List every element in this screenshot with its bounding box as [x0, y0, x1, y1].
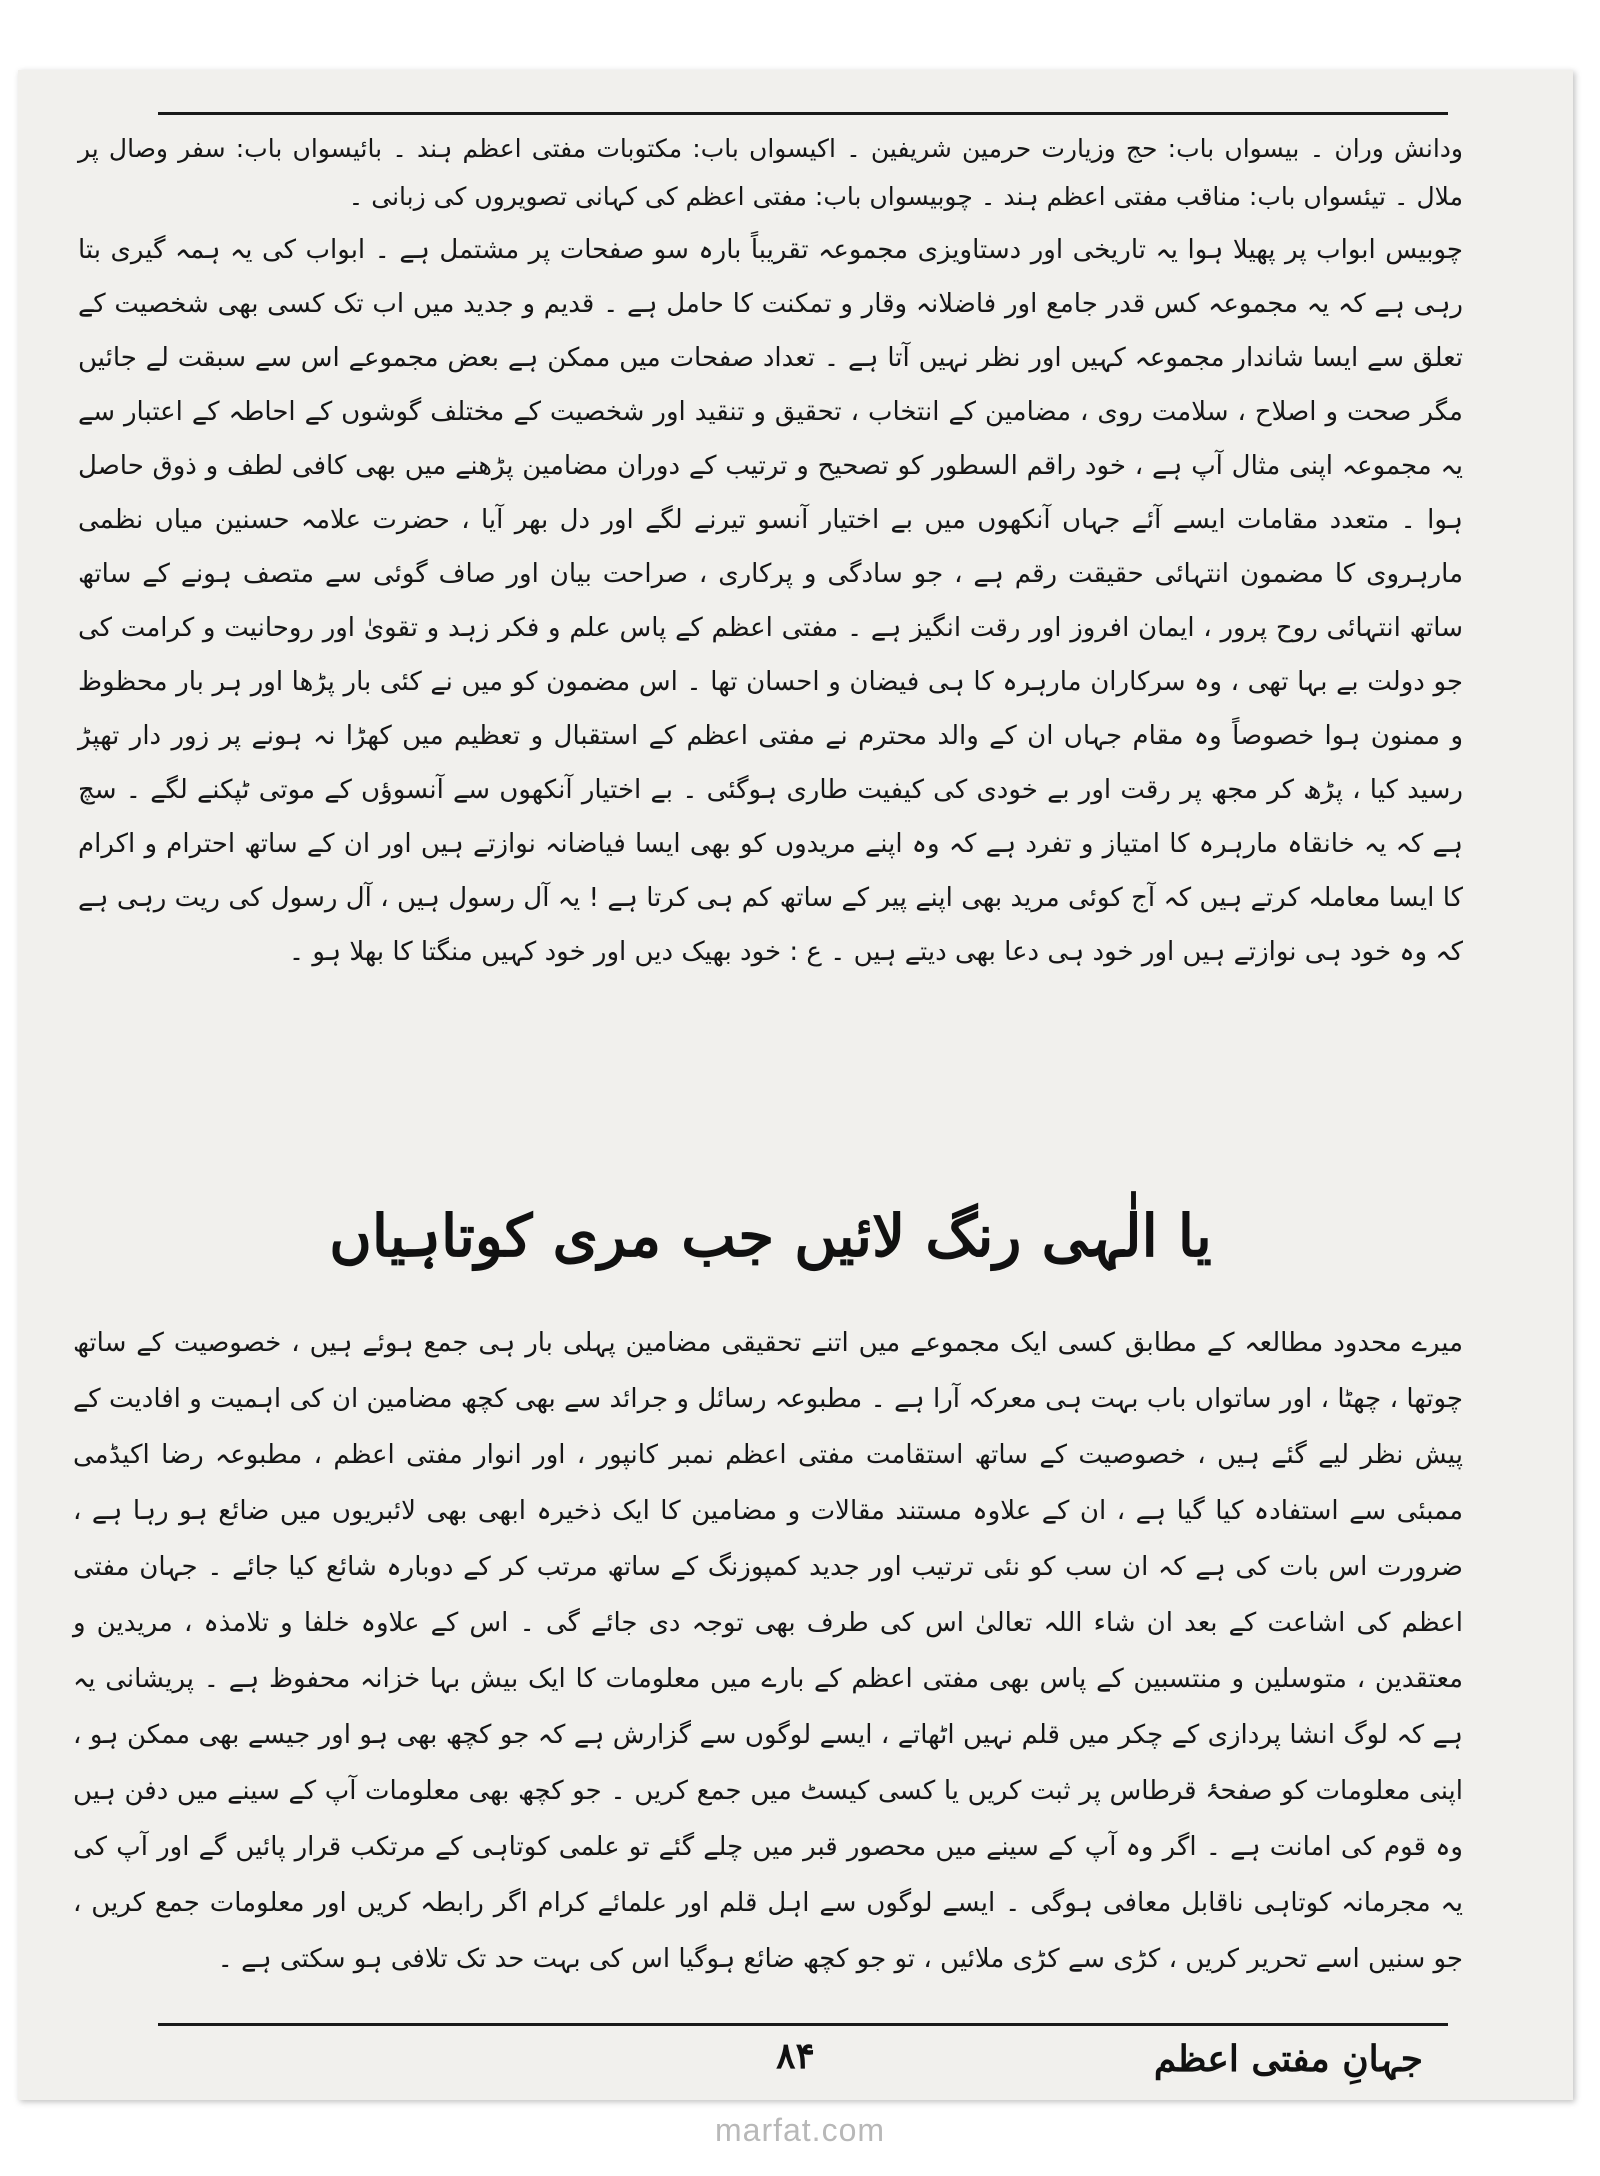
footer-book-title: جہانِ مفتی اعظم	[1153, 2038, 1423, 2080]
site-watermark: marfat.com	[714, 2112, 886, 2148]
scanned-page	[18, 70, 1573, 2100]
page-number: ۸۴	[776, 2035, 815, 2077]
intro-paragraph: ودانش وران ۔ بیسواں باب: حج وزیارت حرمین شریفین ۔ اکیسواں باب: مکتوبات مفتی اعظم ہند ۔ بائیسواں باب: سفر وصال پر ملال ۔ تیئسواں باب: مناقب مفتی اعظم ہند ۔ چوبیسواں باب: مفتی اعظم کی کہانی تصویروں کی زبانی ۔	[78, 134, 1463, 211]
body-paragraph: چوبیس ابواب پر پھیلا ہوا یہ تاریخی اور دستاویزی مجموعہ تقریباً بارہ سو صفحات پر مشتمل ہے ۔ ابواب کی یہ ہمہ گیری بتا رہی ہے کہ یہ مجموعہ کس قدر جامع اور فاضلانہ وقار و تمکنت کا حامل ہے ۔ قدیم و جدید میں اب تک کسی بھی شخصیت کے تعلق سے ایسا شاندار مجموعہ کہیں اور نظر نہیں آتا ہے ۔ تعداد صفحات میں ممکن ہے بعض مجموعے اس سے سبقت لے جائیں مگر صحت و اصلاح ، سلامت روی ، مضامین کے انتخاب ، تحقیق و تنقید اور شخصیت کے مختلف گوشوں کے احاطہ کے اعتبار سے یہ مجموعہ اپنی مثال آپ ہے ، خود راقم السطور کو تصحیح و ترتیب کے دوران مضامین پڑھنے میں بھی کافی لطف و ذوق حاصل ہوا ۔ متعدد مقامات ایسے آئے جہاں آنکھوں میں بے اختیار آنسو تیرنے لگے اور دل بھر آیا ، حضرت علامہ حسنین میاں نظمی مارہروی کا مضمون انتہائی حقیقت رقم ہے ، جو سادگی و پرکاری ، صراحت بیان اور صاف گوئی سے متصف ہونے کے ساتھ ساتھ انتہائی روح پرور ، ایمان افروز اور رقت انگیز ہے ۔ مفتی اعظم کے پاس علم و فکر زہد و تقویٰ اور روحانیت و کرامت کی جو دولت بے بہا تھی ، وہ سرکاران مارہرہ کا ہی فیضان و احسان تھا ۔ اس مضمون کو میں نے کئی بار پڑھا اور ہر بار محظوظ و ممنون ہوا خصوصاً وہ مقام جہاں ان کے والد محترم نے مفتی اعظم کے استقبال و تعظیم میں کھڑا نہ ہونے پر زور دار تھپڑ رسید کیا ، پڑھ کر مجھ پر رقت اور بے خودی کی کیفیت طاری ہوگئی ۔ بے اختیار آنکھوں سے آنسوؤں کے موتی ٹپکنے لگے ۔ سچ ہے کہ یہ خانقاہ مارہرہ کا امتیاز و تفرد ہے کہ وہ اپنے مریدوں کو بھی ایسا فیاضانہ نوازتے ہیں اور ان کے ساتھ احترام و اکرام کا ایسا معاملہ کرتے ہیں کہ آج کوئی مرید بھی اپنے پیر کے ساتھ کم ہی کرتا ہے ! یہ آل رسول ہیں ، آل رسول کی ریت رہی ہے کہ وہ خود ہی نوازتے ہیں اور خود ہی دعا بھی دیتے ہیں ۔ ع : خود بھیک دیں اور خود کہیں منگتا کا بھلا ہو ۔	[78, 235, 1464, 967]
bottom-rule	[158, 2023, 1448, 2026]
upper-text-block	[78, 125, 1463, 979]
section-heading: یا الٰہی رنگ لائیں جب مری کوتاہیاں	[329, 1202, 1212, 1270]
second-paragraph: میرے محدود مطالعہ کے مطابق کسی ایک مجموعے میں اتنے تحقیقی مضامین پہلی بار ہی جمع ہوئے ہیں ، خصوصیت کے ساتھ چوتھا ، چھٹا ، اور ساتواں باب بہت ہی معرکہ آرا ہے ۔ مطبوعہ رسائل و جرائد سے بھی کچھ مضامین ان کی اہمیت و افادیت کے پیش نظر لیے گئے ہیں ، خصوصیت کے ساتھ استقامت مفتی اعظم نمبر کانپور ، اور انوار مفتی اعظم ، مطبوعہ رضا اکیڈمی ممبئی سے استفادہ کیا گیا ہے ، ان کے علاوہ مستند مقالات و مضامین کا ایک ذخیرہ ابھی بھی لائبریوں میں ضائع ہو رہا ہے ، ضرورت اس بات کی ہے کہ ان سب کو نئی ترتیب اور جدید کمپوزنگ کے ساتھ مرتب کر کے دوبارہ شائع کیا جائے ۔ جہان مفتی اعظم کی اشاعت کے بعد ان شاء اللہ تعالیٰ اس کی طرف بھی توجہ دی جائے گی ۔ اس کے علاوہ خلفا و تلامذہ ، مریدین و معتقدین ، متوسلین و منتسبین کے پاس بھی مفتی اعظم کے بارے میں معلومات کا ایک بیش بہا خزانہ محفوظ ہے ۔ پریشانی یہ ہے کہ لوگ انشا پردازی کے چکر میں قلم نہیں اٹھاتے ، ایسے لوگوں سے گزارش ہے کہ جو کچھ بھی ہو اور جیسے بھی ممکن ہو ، اپنی معلومات کو صفحۂ قرطاس پر ثبت کریں یا کسی کیسٹ میں جمع کریں ۔ جو کچھ بھی معلومات آپ کے سینے میں دفن ہیں وہ قوم کی امانت ہے ۔ اگر وہ آپ کے سینے میں محصور قبر میں چلے گئے تو علمی کوتاہی کے مرتکب قرار پائیں گے اور آپ کی یہ مجرمانہ کوتاہی ناقابل معافی ہوگی ۔ ایسے لوگوں سے اہل قلم اور علمائے کرام اگر رابطہ کریں اور معلومات جمع کریں ، جو سنیں اسے تحریر کریں ، کڑی سے کڑی ملائیں ، تو جو کچھ ضائع ہوگیا اس کی بہت حد تک تلافی ہو سکتی ہے ۔	[73, 1328, 1463, 1974]
lower-text-block	[73, 1315, 1463, 1987]
top-rule	[158, 112, 1448, 115]
